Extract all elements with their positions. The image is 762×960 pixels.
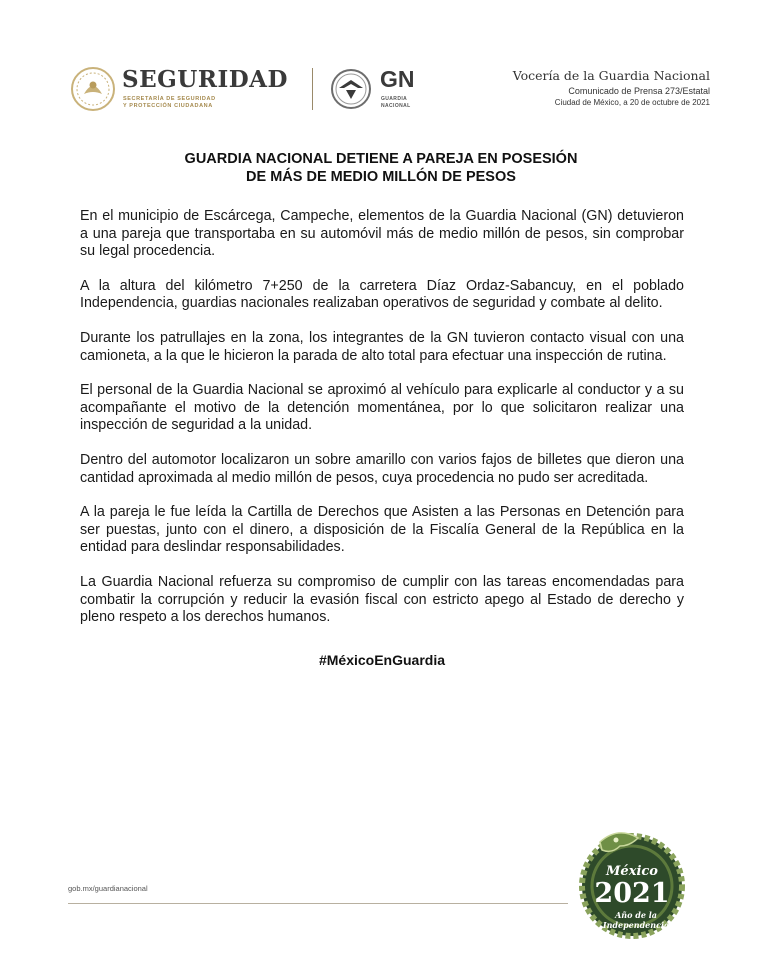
mexico-2021-emblem bbox=[572, 820, 692, 940]
press-title: GUARDIA NACIONAL DETIENE A PAREJA EN POSESIÓN DE MÁS DE MEDIO MILLÓN DE PESOS bbox=[184, 151, 578, 185]
logo-divider bbox=[312, 68, 313, 110]
paragraph: Durante los patrullajes en la zona, los integrantes de la GN tuvieron contacto visual con una camioneta, a la que le hicieron la parada de alto total para efectuar una inspección de rutina. bbox=[80, 329, 684, 364]
emblem-line2: Independencia bbox=[602, 920, 670, 930]
footer-divider bbox=[68, 903, 568, 904]
voceria-label: Vocería de la Guardia Nacional bbox=[512, 68, 710, 83]
emblem-line1: Año de la bbox=[615, 910, 657, 920]
paragraph: El personal de la Guardia Nacional se aproximó al vehículo para explicarle al conductor y a su acompañante el motivo de la detención momentánea, por lo que solicitaron realizar una inspección de seguridad a la unidad. bbox=[80, 382, 684, 434]
gn-wordmark: GN bbox=[380, 66, 415, 92]
footer-url: gob.mx/guardianacional bbox=[68, 884, 148, 893]
paragraph: A la pareja le fue leída la Cartilla de Derechos que Asisten a las Personas en Detención para ser puestas, junto con el dinero, a disposición de la Fiscalía General de la República en la entidad para deslindar responsabilidades. bbox=[80, 504, 684, 556]
press-body bbox=[80, 208, 684, 644]
paragraph: Dentro del automotor localizaron un sobre amarillo con varios fajos de billetes que dieron una cantidad aproximada al medio millón de pesos, cuya procedencia no pudo ser acreditada. bbox=[80, 451, 684, 486]
paragraph: En el municipio de Escárcega, Campeche, elementos de la Guardia Nacional (GN) detuvieron a una pareja que transportaba en su automóvil más de medio millón de pesos, sin comprobar su legal procedencia. bbox=[80, 208, 684, 260]
seguridad-subtitle: SECRETARÍA DE SEGURIDAD Y PROTECCIÓN CIUDADANA bbox=[123, 96, 216, 109]
comunicado-number: Comunicado de Prensa 273/Estatal bbox=[568, 86, 710, 96]
emblem-word: México bbox=[606, 864, 658, 879]
paragraph: La Guardia Nacional refuerza su compromiso de cumplir con las tareas encomendadas para combatir la corrupción y reducir la evasión fiscal con estricto apego al Estado de derecho y pleno respeto a los derechos humanos. bbox=[80, 573, 684, 626]
letterhead bbox=[0, 0, 762, 130]
hashtag: #MéxicoEnGuardia bbox=[318, 652, 446, 668]
national-seal-icon bbox=[70, 66, 116, 112]
press-info bbox=[513, 68, 710, 107]
gn-subtitle: GUARDIA NACIONAL bbox=[381, 96, 411, 109]
seguridad-wordmark: SEGURIDAD bbox=[122, 66, 288, 93]
paragraph: A la altura del kilómetro 7+250 de la carretera Díaz Ordaz-Sabancuy, en el poblado Independencia, guardias nacionales realizaban operativos de seguridad y combate al delito. bbox=[80, 277, 684, 312]
guardia-nacional-emblem-icon bbox=[330, 66, 372, 112]
emblem-year: 2021 bbox=[594, 878, 670, 909]
press-date: Ciudad de México, a 20 de octubre de 2021 bbox=[554, 98, 710, 107]
